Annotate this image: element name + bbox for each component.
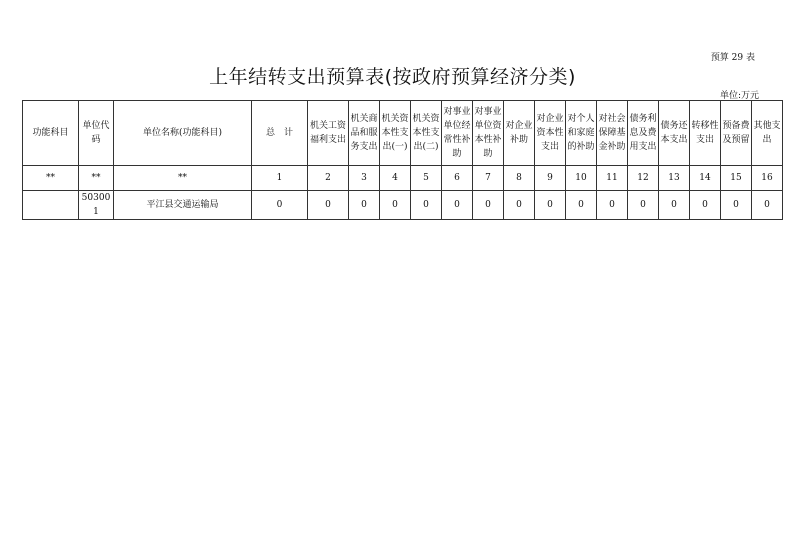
header-cell-unit-name: 单位名称(功能科目) (114, 101, 252, 166)
header-cell-function-subject: 功能科目 (23, 101, 79, 166)
index-cell: 10 (566, 166, 597, 191)
table-cell-unit-code: 503001 (79, 191, 114, 220)
table-cell: 0 (566, 191, 597, 220)
table-cell: 0 (721, 191, 752, 220)
index-cell: 4 (380, 166, 411, 191)
index-cell: 5 (411, 166, 442, 191)
header-cell: 机关商品和服务支出 (349, 101, 380, 166)
table-cell: 0 (308, 191, 349, 220)
table-cell: 0 (504, 191, 535, 220)
header-cell: 债务还本支出 (659, 101, 690, 166)
header-cell: 转移性支出 (690, 101, 721, 166)
header-cell: 机关资本性支出(一) (380, 101, 411, 166)
table-cell: 0 (690, 191, 721, 220)
index-cell: 8 (504, 166, 535, 191)
header-cell: 其他支出 (752, 101, 783, 166)
index-cell: ** (23, 166, 79, 191)
form-number: 预算 29 表 (710, 53, 755, 63)
table-cell: 0 (659, 191, 690, 220)
header-cell: 对个人和家庭的补助 (566, 101, 597, 166)
table-cell: 0 (380, 191, 411, 220)
header-cell: 债务利息及费用支出 (628, 101, 659, 166)
header-cell: 对事业单位经常性补助 (442, 101, 473, 166)
table-cell: 0 (535, 191, 566, 220)
table-cell: 0 (411, 191, 442, 220)
header-cell: 对企业资本性支出 (535, 101, 566, 166)
unit-label: 单位:万元 (719, 91, 759, 101)
index-cell: 15 (721, 166, 752, 191)
index-cell: 7 (473, 166, 504, 191)
page-title: 上年结转支出预算表(按政府预算经济分类) (209, 66, 576, 88)
header-cell: 机关资本性支出(二) (411, 101, 442, 166)
index-cell: ** (114, 166, 252, 191)
header-cell: 对企业补助 (504, 101, 535, 166)
index-cell: 14 (690, 166, 721, 191)
table-cell: 0 (597, 191, 628, 220)
table-cell: 0 (442, 191, 473, 220)
index-cell: 11 (597, 166, 628, 191)
table-cell: 0 (473, 191, 504, 220)
index-cell: 1 (252, 166, 308, 191)
header-cell: 对事业单位资本性补助 (473, 101, 504, 166)
table-cell-unit-name: 平江县交通运输局 (114, 191, 252, 220)
table-cell-total: 0 (252, 191, 308, 220)
index-cell: 3 (349, 166, 380, 191)
table-cell: 0 (628, 191, 659, 220)
table-cell (23, 191, 79, 220)
index-cell: 2 (308, 166, 349, 191)
header-cell: 预备费及预留 (721, 101, 752, 166)
header-cell-unit-code: 单位代码 (79, 101, 114, 166)
index-cell: 9 (535, 166, 566, 191)
table-cell: 0 (349, 191, 380, 220)
table-cell: 0 (752, 191, 783, 220)
index-cell: 6 (442, 166, 473, 191)
header-cell: 机关工资福利支出 (308, 101, 349, 166)
index-cell: 16 (752, 166, 783, 191)
header-cell-total: 总 计 (252, 101, 308, 166)
index-cell: ** (79, 166, 114, 191)
index-row (23, 166, 783, 191)
table-row (23, 191, 783, 220)
header-row (23, 101, 783, 166)
index-cell: 13 (659, 166, 690, 191)
header-cell: 对社会保障基金补助 (597, 101, 628, 166)
budget-table (22, 100, 783, 220)
index-cell: 12 (628, 166, 659, 191)
